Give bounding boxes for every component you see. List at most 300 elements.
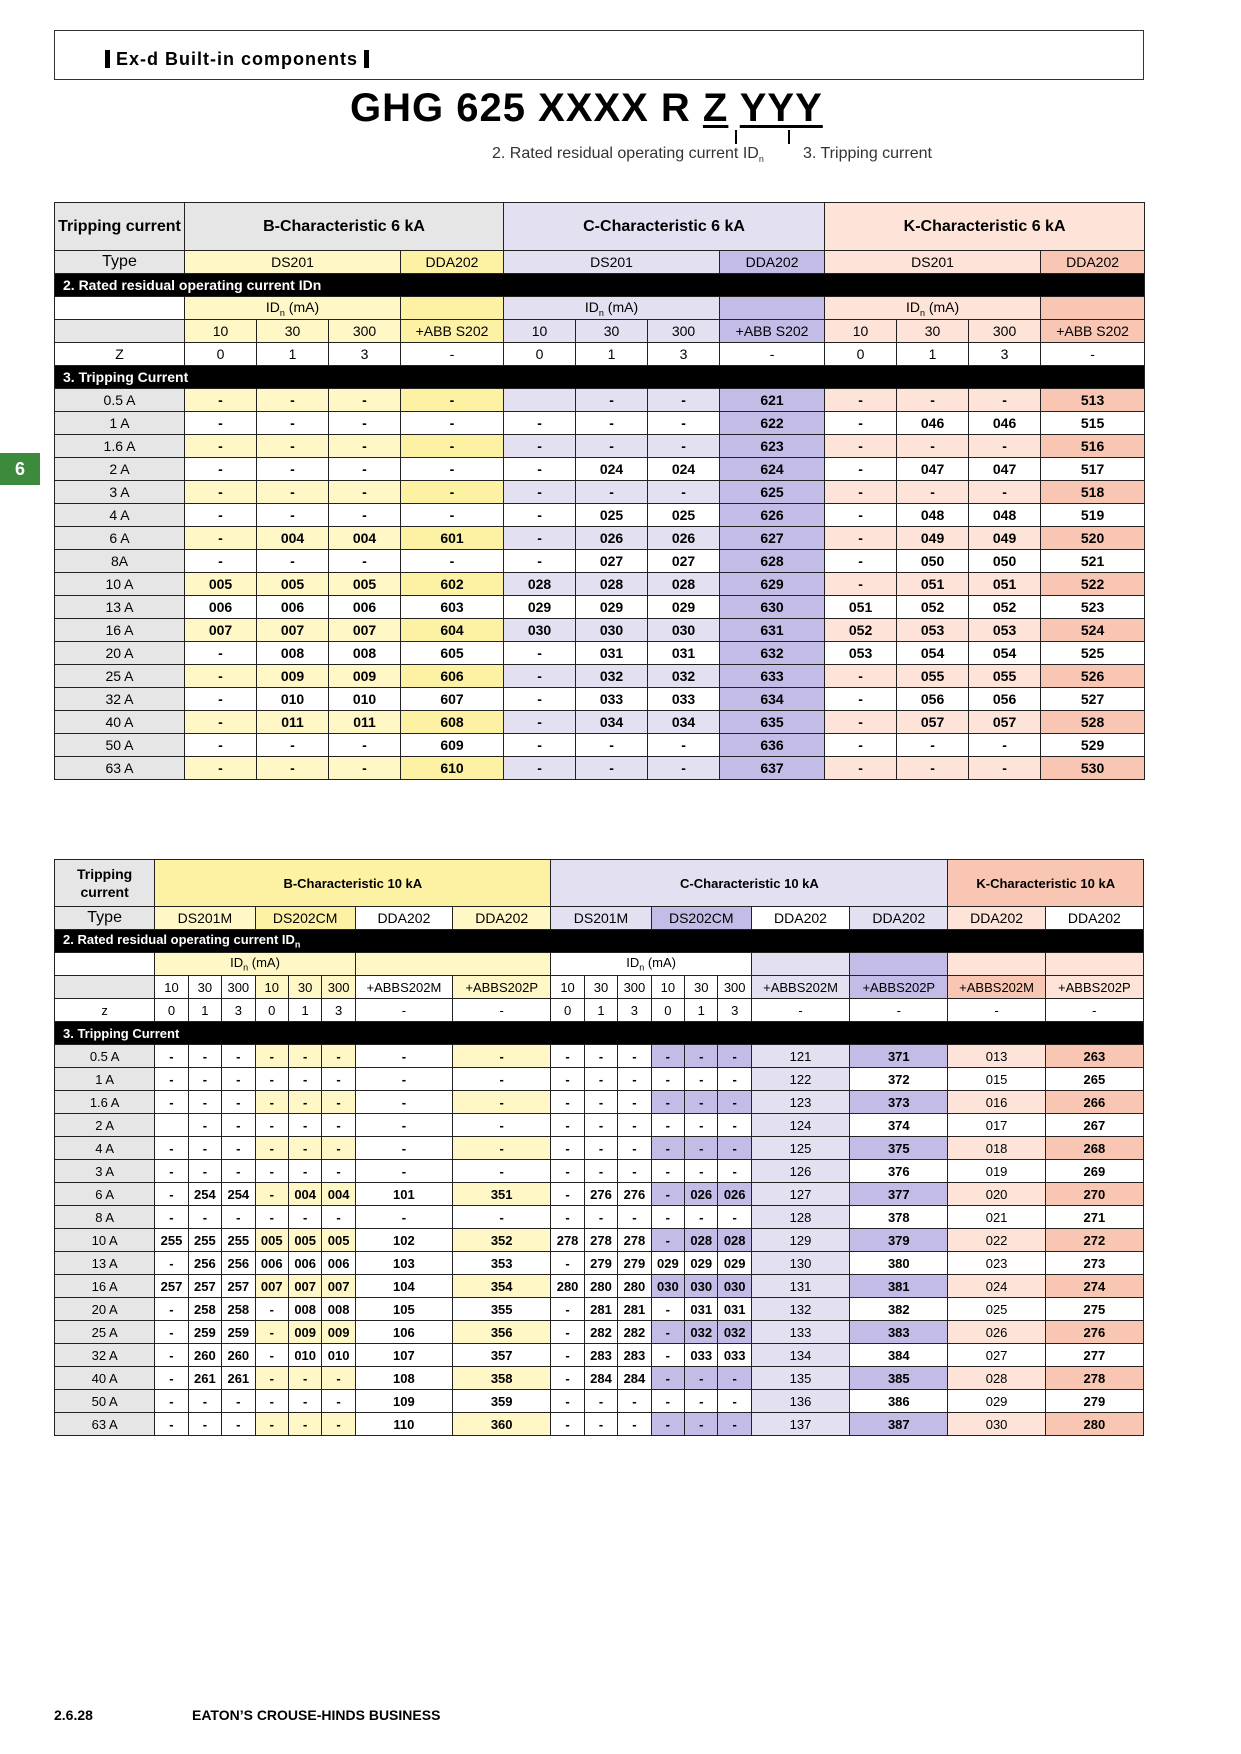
- table-cell: -: [185, 734, 257, 757]
- idn-c-header: $ID_n$ (mA): [551, 953, 752, 976]
- table-cell: 028: [718, 1229, 751, 1252]
- table-cell: -: [288, 1068, 321, 1091]
- annotation-residual-current: 2. Rated residual operating current $ID_n$: [492, 145, 764, 165]
- table-cell: 047: [897, 458, 969, 481]
- table-cell: 516: [1041, 435, 1145, 458]
- table-cell: 028: [948, 1367, 1045, 1390]
- table-row: [55, 573, 1145, 596]
- table-cell: 006: [322, 1252, 355, 1275]
- table-cell: -: [685, 1068, 718, 1091]
- table-cell: 032: [576, 665, 648, 688]
- annotation-tripping-current: 3. Tripping current: [803, 145, 932, 162]
- row-label: 63 A: [55, 1413, 155, 1436]
- table-cell: -: [618, 1068, 651, 1091]
- table-cell: 046: [897, 412, 969, 435]
- table-cell: 254: [188, 1183, 221, 1206]
- table-cell: 530: [1041, 757, 1145, 780]
- table-cell: 025: [648, 504, 720, 527]
- table-cell: -: [551, 1367, 584, 1390]
- table-cell: -: [222, 1413, 255, 1436]
- table-cell: -: [504, 481, 576, 504]
- table-row: [55, 1160, 1144, 1183]
- table-cell: 634: [720, 688, 825, 711]
- table-cell: 127: [751, 1183, 849, 1206]
- table-row: [55, 1045, 1144, 1068]
- row-label: 2 A: [55, 1114, 155, 1137]
- table-cell: 107: [355, 1344, 452, 1367]
- blank-cell: [1045, 953, 1143, 976]
- table-cell: -: [288, 1045, 321, 1068]
- table-cell: -: [897, 435, 969, 458]
- table-cell: 622: [720, 412, 825, 435]
- table-cell: -: [897, 389, 969, 412]
- z-value: 0: [551, 999, 584, 1022]
- abbm-col: +ABBS202M: [355, 976, 452, 999]
- table-cell: -: [355, 1045, 452, 1068]
- table-cell: -: [718, 1137, 751, 1160]
- z-value: 1: [685, 999, 718, 1022]
- table-cell: -: [222, 1045, 255, 1068]
- current-col: 30: [584, 976, 617, 999]
- table-cell: 020: [948, 1183, 1045, 1206]
- table-cell: -: [718, 1206, 751, 1229]
- table-cell: 004: [329, 527, 401, 550]
- table-cell: 049: [969, 527, 1041, 550]
- row-label: 16 A: [55, 1275, 155, 1298]
- z-value: -: [1045, 999, 1143, 1022]
- c-characteristic-header: C-Characteristic 10 kA: [551, 860, 948, 907]
- table-cell: -: [401, 481, 504, 504]
- abbp-col: +ABBS202P: [850, 976, 948, 999]
- table-cell: -: [185, 757, 257, 780]
- current-col: 10: [255, 976, 288, 999]
- type-k-dda202: DDA202: [1045, 907, 1143, 930]
- z-value: 0: [155, 999, 188, 1022]
- table-cell: -: [155, 1183, 188, 1206]
- type-b-ds201: DS201: [185, 251, 401, 274]
- table-cell: -: [618, 1160, 651, 1183]
- table-cell: 006: [329, 596, 401, 619]
- table-cell: -: [155, 1252, 188, 1275]
- row-label: 1 A: [55, 1068, 155, 1091]
- table-cell: 382: [850, 1298, 948, 1321]
- table-cell: -: [185, 527, 257, 550]
- table-cell: 267: [1045, 1114, 1143, 1137]
- table-cell: -: [222, 1160, 255, 1183]
- table-cell: -: [188, 1091, 221, 1114]
- table-cell: 006: [255, 1252, 288, 1275]
- table-cell: -: [288, 1413, 321, 1436]
- code-tick-z: [735, 130, 737, 144]
- abbp-col: +ABBS202P: [1045, 976, 1143, 999]
- table-cell: -: [551, 1252, 584, 1275]
- table-row: [55, 435, 1145, 458]
- table-cell: 513: [1041, 389, 1145, 412]
- row-label: 25 A: [55, 1321, 155, 1344]
- table-cell: 280: [618, 1275, 651, 1298]
- table-cell: 008: [288, 1298, 321, 1321]
- table-cell: -: [576, 757, 648, 780]
- table-row: [55, 1183, 1144, 1206]
- table-cell: 629: [720, 573, 825, 596]
- table-cell: -: [329, 734, 401, 757]
- z-value: 1: [257, 343, 329, 366]
- table-cell: 030: [651, 1275, 684, 1298]
- table-cell: 276: [618, 1183, 651, 1206]
- table-cell: -: [329, 412, 401, 435]
- table-row: [55, 665, 1145, 688]
- table-cell: -: [185, 458, 257, 481]
- type-c-ds201: DS201: [504, 251, 720, 274]
- row-label: 4 A: [55, 504, 185, 527]
- table-row: [55, 504, 1145, 527]
- table-cell: -: [551, 1068, 584, 1091]
- current-col: 10: [185, 320, 257, 343]
- table-cell: 047: [969, 458, 1041, 481]
- table-cell: -: [255, 1367, 288, 1390]
- table-cell: -: [255, 1321, 288, 1344]
- table-row: [55, 1229, 1144, 1252]
- table-cell: -: [576, 412, 648, 435]
- table-cell: -: [551, 1183, 584, 1206]
- row-label: 8 A: [55, 1206, 155, 1229]
- table-cell: -: [618, 1137, 651, 1160]
- row-label: 0.5 A: [55, 1045, 155, 1068]
- table-cell: 032: [685, 1321, 718, 1344]
- current-col: 30: [188, 976, 221, 999]
- table-cell: 033: [576, 688, 648, 711]
- table-cell: 261: [188, 1367, 221, 1390]
- table-cell: -: [322, 1068, 355, 1091]
- table-cell: 010: [257, 688, 329, 711]
- table-cell: 019: [948, 1160, 1045, 1183]
- table-cell: 052: [825, 619, 897, 642]
- table-6ka: [54, 202, 1145, 780]
- table-cell: 011: [257, 711, 329, 734]
- table-cell: -: [255, 1206, 288, 1229]
- table-cell: 054: [969, 642, 1041, 665]
- table-cell: -: [257, 389, 329, 412]
- table-cell: -: [718, 1413, 751, 1436]
- table-cell: 055: [897, 665, 969, 688]
- type-k-dda202: DDA202: [948, 907, 1045, 930]
- table-cell: 034: [576, 711, 648, 734]
- table-row: [55, 1114, 1144, 1137]
- table-cell: 011: [329, 711, 401, 734]
- type-k-ds201: DS201: [825, 251, 1041, 274]
- table-row: [55, 1321, 1144, 1344]
- table-cell: -: [651, 1298, 684, 1321]
- table-cell: -: [322, 1091, 355, 1114]
- table-cell: 122: [751, 1068, 849, 1091]
- table-cell: 025: [948, 1298, 1045, 1321]
- table-cell: 519: [1041, 504, 1145, 527]
- table-cell: 604: [401, 619, 504, 642]
- table-cell: 029: [685, 1252, 718, 1275]
- table-cell: 023: [948, 1252, 1045, 1275]
- table-cell: 005: [288, 1229, 321, 1252]
- table-cell: -: [651, 1344, 684, 1367]
- table-cell: 008: [322, 1298, 355, 1321]
- table-cell: 282: [618, 1321, 651, 1344]
- table-cell: -: [255, 1045, 288, 1068]
- table-cell: 008: [257, 642, 329, 665]
- table-cell: 258: [222, 1298, 255, 1321]
- table-cell: 026: [718, 1183, 751, 1206]
- table-cell: 030: [648, 619, 720, 642]
- table-cell: -: [551, 1137, 584, 1160]
- z-value: 0: [825, 343, 897, 366]
- table-cell: 601: [401, 527, 504, 550]
- c-characteristic-header: C-Characteristic 6 kA: [504, 203, 825, 251]
- table-cell: 358: [453, 1367, 551, 1390]
- table-cell: 031: [718, 1298, 751, 1321]
- table-cell: 021: [948, 1206, 1045, 1229]
- table-cell: -: [651, 1206, 684, 1229]
- table-cell: -: [355, 1068, 452, 1091]
- table-cell: 277: [1045, 1344, 1143, 1367]
- table-cell: -: [329, 504, 401, 527]
- row-label: 10 A: [55, 573, 185, 596]
- type-c-dda202: DDA202: [850, 907, 948, 930]
- table-row: [55, 619, 1145, 642]
- type-c-dda202: DDA202: [751, 907, 849, 930]
- table-cell: 603: [401, 596, 504, 619]
- table-cell: 266: [1045, 1091, 1143, 1114]
- table-cell: 121: [751, 1045, 849, 1068]
- table-row: [55, 1275, 1144, 1298]
- table-cell: 027: [576, 550, 648, 573]
- table-row: [55, 688, 1145, 711]
- table-cell: 050: [969, 550, 1041, 573]
- table-cell: 517: [1041, 458, 1145, 481]
- table-cell: 123: [751, 1091, 849, 1114]
- table-cell: -: [969, 757, 1041, 780]
- table-cell: -: [222, 1068, 255, 1091]
- table-cell: -: [648, 389, 720, 412]
- table-cell: 610: [401, 757, 504, 780]
- table-cell: -: [584, 1390, 617, 1413]
- table-cell: 283: [618, 1344, 651, 1367]
- table-cell: 279: [618, 1252, 651, 1275]
- table-cell: -: [825, 435, 897, 458]
- table-cell: -: [155, 1045, 188, 1068]
- table-cell: 255: [188, 1229, 221, 1252]
- table-cell: -: [685, 1160, 718, 1183]
- table-cell: -: [355, 1137, 452, 1160]
- table-cell: 007: [329, 619, 401, 642]
- table-cell: 026: [948, 1321, 1045, 1344]
- z-value: -: [850, 999, 948, 1022]
- table-cell: 255: [155, 1229, 188, 1252]
- table-cell: -: [222, 1114, 255, 1137]
- table-cell: -: [825, 734, 897, 757]
- section-rated-residual: 2. Rated residual operating current $ID_n$: [55, 930, 1144, 953]
- table-cell: 007: [288, 1275, 321, 1298]
- table-cell: -: [718, 1160, 751, 1183]
- table-cell: 027: [648, 550, 720, 573]
- table-cell: 279: [1045, 1390, 1143, 1413]
- table-cell: -: [504, 688, 576, 711]
- row-label: 1 A: [55, 412, 185, 435]
- table-cell: -: [651, 1091, 684, 1114]
- table-row: [55, 1091, 1144, 1114]
- table-cell: -: [288, 1137, 321, 1160]
- current-col: 30: [576, 320, 648, 343]
- type-b-ds202cm: DS202CM: [255, 907, 355, 930]
- table-cell: -: [551, 1091, 584, 1114]
- table-cell: 280: [1045, 1413, 1143, 1436]
- table-cell: 031: [685, 1298, 718, 1321]
- row-label: 4 A: [55, 1137, 155, 1160]
- z-value: 3: [322, 999, 355, 1022]
- table-cell: 004: [322, 1183, 355, 1206]
- current-col: 300: [969, 320, 1041, 343]
- table-cell: -: [155, 1068, 188, 1091]
- chapter-tab: 6: [0, 453, 40, 485]
- table-cell: -: [584, 1068, 617, 1091]
- abb-col: +ABB S202: [720, 320, 825, 343]
- table-cell: -: [155, 1137, 188, 1160]
- table-cell: -: [453, 1137, 551, 1160]
- blank-cell: [751, 953, 849, 976]
- table-cell: -: [651, 1413, 684, 1436]
- table-cell: -: [155, 1160, 188, 1183]
- z-value: 1: [897, 343, 969, 366]
- table-cell: -: [825, 481, 897, 504]
- table-cell: 008: [329, 642, 401, 665]
- table-cell: 051: [897, 573, 969, 596]
- table-row: [55, 1390, 1144, 1413]
- table-cell: -: [355, 1160, 452, 1183]
- table-cell: 360: [453, 1413, 551, 1436]
- table-cell: -: [453, 1091, 551, 1114]
- table-row: [55, 1252, 1144, 1275]
- abbm-col: +ABBS202M: [751, 976, 849, 999]
- table-cell: -: [504, 665, 576, 688]
- table-cell: 005: [329, 573, 401, 596]
- table-cell: 124: [751, 1114, 849, 1137]
- table-cell: -: [969, 481, 1041, 504]
- table-cell: 028: [576, 573, 648, 596]
- table-cell: 031: [576, 642, 648, 665]
- table-cell: -: [155, 1367, 188, 1390]
- table-row: [55, 550, 1145, 573]
- table-cell: 030: [504, 619, 576, 642]
- table-cell: 515: [1041, 412, 1145, 435]
- b-characteristic-header: B-Characteristic 10 kA: [155, 860, 551, 907]
- table-cell: -: [576, 481, 648, 504]
- table-cell: 377: [850, 1183, 948, 1206]
- table-cell: 375: [850, 1137, 948, 1160]
- table-cell: -: [969, 435, 1041, 458]
- table-cell: 108: [355, 1367, 452, 1390]
- table-cell: 105: [355, 1298, 452, 1321]
- table-cell: 256: [188, 1252, 221, 1275]
- table-cell: -: [185, 435, 257, 458]
- table-cell: -: [329, 481, 401, 504]
- table-cell: -: [188, 1114, 221, 1137]
- section-tripping-current: 3. Tripping Current: [55, 1022, 1144, 1045]
- table-cell: 053: [969, 619, 1041, 642]
- blank-cell: [720, 297, 825, 320]
- table-cell: 351: [453, 1183, 551, 1206]
- table-cell: -: [504, 458, 576, 481]
- z-value: -: [453, 999, 551, 1022]
- blank-cell: [401, 297, 504, 320]
- idn-c-header: $ID_n$ (mA): [504, 297, 720, 320]
- table-cell: -: [255, 1137, 288, 1160]
- product-code: GHG 625 XXXX R Z YYY: [350, 86, 823, 130]
- type-k-dda202: DDA202: [1041, 251, 1145, 274]
- table-cell: -: [222, 1137, 255, 1160]
- current-col: 10: [551, 976, 584, 999]
- table-cell: -: [257, 435, 329, 458]
- table-cell: 282: [584, 1321, 617, 1344]
- table-cell: -: [648, 734, 720, 757]
- table-cell: -: [651, 1367, 684, 1390]
- table-cell: 056: [897, 688, 969, 711]
- row-label: 8A: [55, 550, 185, 573]
- blank-cell: [948, 953, 1045, 976]
- table-cell: 522: [1041, 573, 1145, 596]
- row-label: 0.5 A: [55, 389, 185, 412]
- idn-b-header: $ID_n$ (mA): [155, 953, 356, 976]
- table-cell: 017: [948, 1114, 1045, 1137]
- table-cell: 254: [222, 1183, 255, 1206]
- table-cell: 029: [576, 596, 648, 619]
- table-cell: -: [685, 1137, 718, 1160]
- blank-cell: [355, 953, 551, 976]
- table-row: [55, 1298, 1144, 1321]
- table-cell: 006: [288, 1252, 321, 1275]
- table-cell: -: [288, 1390, 321, 1413]
- abb-col: +ABB S202: [401, 320, 504, 343]
- table-cell: 007: [185, 619, 257, 642]
- row-label: 25 A: [55, 665, 185, 688]
- table-row: [55, 1206, 1144, 1229]
- table-cell: -: [155, 1413, 188, 1436]
- table-cell: 032: [718, 1321, 751, 1344]
- z-value: 3: [618, 999, 651, 1022]
- page-number: 2.6.28: [54, 1707, 93, 1723]
- z-value: 1: [188, 999, 221, 1022]
- table-cell: -: [825, 573, 897, 596]
- table-row: [55, 642, 1145, 665]
- z-value: 3: [222, 999, 255, 1022]
- table-cell: 378: [850, 1206, 948, 1229]
- table-cell: 521: [1041, 550, 1145, 573]
- table-cell: -: [504, 527, 576, 550]
- table-cell: -: [618, 1045, 651, 1068]
- row-label: 50 A: [55, 734, 185, 757]
- table-cell: -: [188, 1068, 221, 1091]
- table-cell: -: [825, 665, 897, 688]
- current-col: 300: [329, 320, 401, 343]
- table-cell: -: [453, 1206, 551, 1229]
- table-cell: -: [551, 1413, 584, 1436]
- table-cell: -: [329, 435, 401, 458]
- table-cell: -: [401, 389, 504, 412]
- table-cell: 054: [897, 642, 969, 665]
- table-cell: 528: [1041, 711, 1145, 734]
- table-cell: -: [288, 1367, 321, 1390]
- table-cell: 125: [751, 1137, 849, 1160]
- table-cell: -: [576, 734, 648, 757]
- table-cell: 010: [322, 1344, 355, 1367]
- table-cell: -: [551, 1321, 584, 1344]
- table-cell: 520: [1041, 527, 1145, 550]
